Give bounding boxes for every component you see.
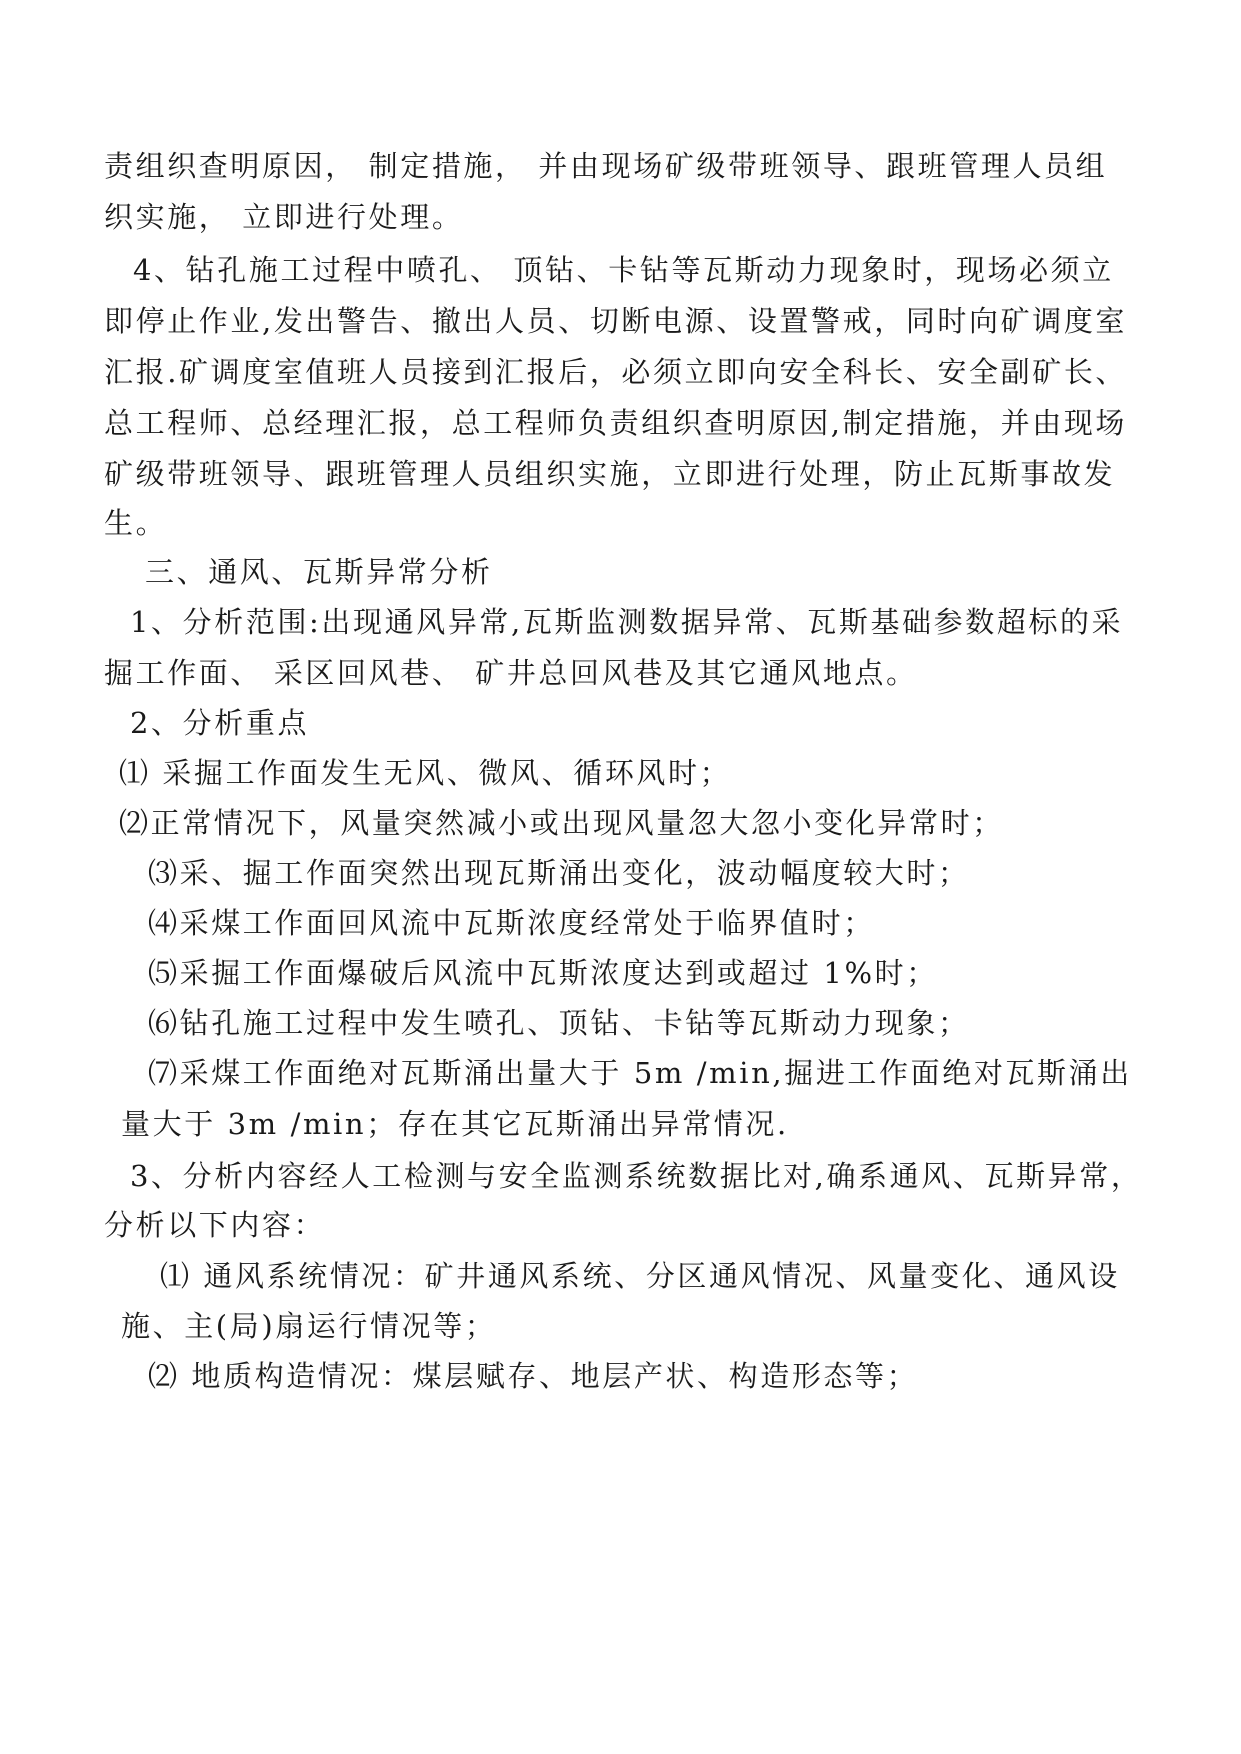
text-line: 1、分析范围:出现通风异常,瓦斯监测数据异常、瓦斯基础参数超标的采 (130, 605, 1124, 639)
list-item: ⑴ 通风系统情况：矿井通风系统、分区通风情况、风量变化、通风设 (160, 1259, 1120, 1293)
list-item: ⑴ 采掘工作面发生无风、微风、循环风时； (119, 756, 732, 790)
list-item: ⑵正常情况下，风量突然减小或出现风量忽大忽小变化异常时； (119, 806, 1004, 840)
text-line: 矿级带班领导、跟班管理人员组织实施，立即进行处理，防止瓦斯事故发 (104, 457, 1116, 491)
list-item: ⑷采煤工作面回风流中瓦斯浓度经常处于临界值时； (148, 906, 875, 940)
list-item: ⑺采煤工作面绝对瓦斯涌出量大于 5m /min,掘进工作面绝对瓦斯涌出 (148, 1056, 1132, 1090)
text-line: 分析以下内容： (104, 1208, 326, 1242)
text-line: 量大于 3m /min；存在其它瓦斯涌出异常情况. (121, 1107, 789, 1141)
list-item: ⑸采掘工作面爆破后风流中瓦斯浓度达到或超过 1%时； (148, 956, 938, 990)
text-line: 织实施， 立即进行处理。 (104, 200, 464, 234)
text-line: 施、主(局)扇运行情况等； (121, 1309, 497, 1343)
text-line: 3、分析内容经人工检测与安全监测系统数据比对,确系通风、瓦斯异常， (130, 1159, 1143, 1193)
text-line: 责组织查明原因， 制定措施， 并由现场矿级带班领导、跟班管理人员组 (104, 149, 1108, 183)
list-item: ⑶采、掘工作面突然出现瓦斯涌出变化，波动幅度较大时； (148, 856, 970, 890)
text-line: 总工程师、总经理汇报，总工程师负责组织查明原因,制定措施，并由现场 (104, 406, 1128, 440)
text-line: 4、钻孔施工过程中喷孔、 顶钻、卡钻等瓦斯动力现象时，现场必须立 (133, 253, 1114, 287)
text-line: 掘工作面、 采区回风巷、 矿井总回风巷及其它通风地点。 (104, 656, 918, 690)
list-item: ⑹钻孔施工过程中发生喷孔、顶钻、卡钻等瓦斯动力现象； (148, 1006, 970, 1040)
text-line: 即停止作业,发出警告、撤出人员、切断电源、设置警戒，同时向矿调度室 (104, 304, 1128, 338)
text-line: 汇报.矿调度室值班人员接到汇报后，必须立即向安全科长、安全副矿长、 (104, 355, 1128, 389)
section-heading: 三、通风、瓦斯异常分析 (145, 555, 493, 589)
text-line: 2、分析重点 (130, 706, 310, 740)
list-item: ⑵ 地质构造情况：煤层赋存、地层产状、构造形态等； (148, 1359, 919, 1393)
text-line: 生。 (104, 506, 168, 540)
